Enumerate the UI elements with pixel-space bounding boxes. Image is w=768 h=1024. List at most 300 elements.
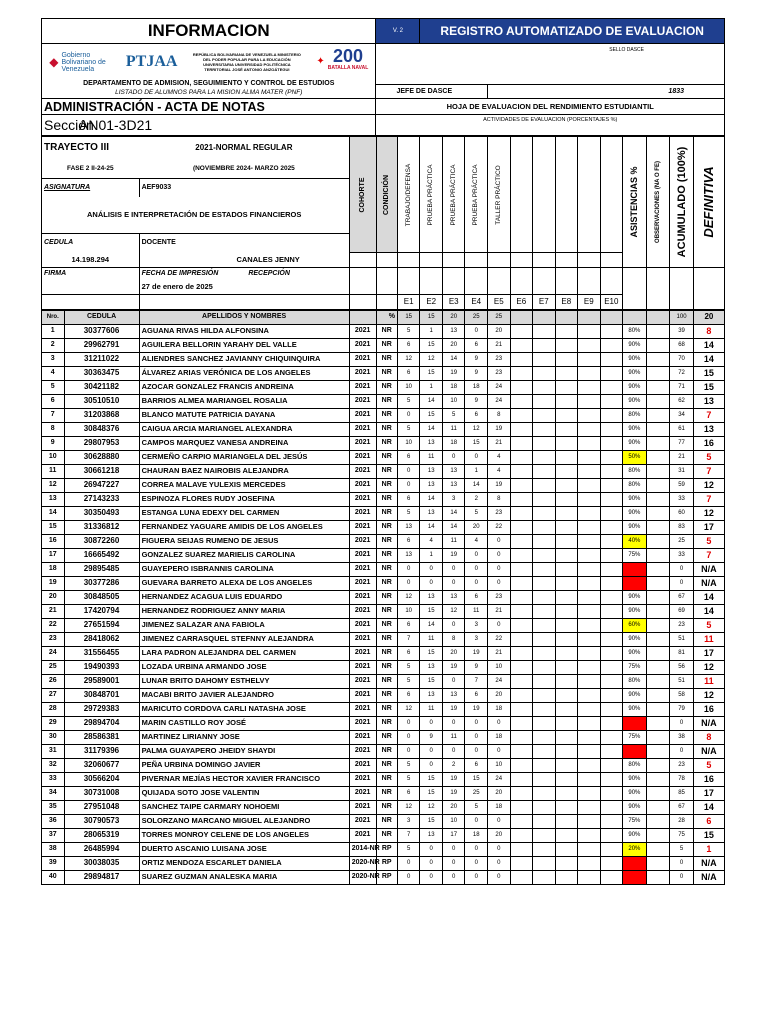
grade-e7 — [533, 856, 556, 870]
grade-e6 — [510, 828, 533, 842]
student-name: PIVERNAR MEJÍAS HECTOR XAVIER FRANCISCO — [139, 772, 349, 786]
grade-e1: 6 — [397, 492, 420, 506]
grade-e4: 19 — [465, 702, 488, 716]
student-definitiva: 17 — [693, 646, 724, 660]
student-acumulado: 79 — [670, 702, 694, 716]
student-condicion: NR — [376, 800, 397, 814]
student-definitiva: 12 — [693, 506, 724, 520]
student-cohorte: 2021 — [349, 548, 376, 562]
student-condicion: NR — [376, 324, 397, 338]
student-cohorte: 2020-NR — [349, 870, 376, 884]
student-observaciones — [646, 478, 670, 492]
student-asistencia — [623, 856, 647, 870]
student-acumulado: 69 — [670, 604, 694, 618]
grade-e4: 14 — [465, 478, 488, 492]
student-cedula: 30790573 — [64, 814, 139, 828]
grade-e1: 6 — [397, 618, 420, 632]
grade-e1: 0 — [397, 744, 420, 758]
grade-e3: 0 — [442, 562, 465, 576]
student-cohorte: 2021 — [349, 394, 376, 408]
grade-e4: 25 — [465, 786, 488, 800]
grade-e5: 19 — [488, 422, 511, 436]
grade-e8 — [555, 618, 578, 632]
student-observaciones — [646, 506, 670, 520]
student-condicion: NR — [376, 618, 397, 632]
grade-e4: 0 — [465, 576, 488, 590]
grade-e7 — [533, 786, 556, 800]
grade-e8 — [555, 506, 578, 520]
student-definitiva: 14 — [693, 590, 724, 604]
grade-e5: 22 — [488, 632, 511, 646]
student-definitiva: 14 — [693, 338, 724, 352]
student-name: AGUILERA BELLORIN YARAHY DEL VALLE — [139, 338, 349, 352]
grade-e6 — [510, 842, 533, 856]
grade-e7 — [533, 800, 556, 814]
grade-e10 — [600, 562, 623, 576]
student-asistencia: 50% — [623, 450, 647, 464]
student-asistencia: 90% — [623, 506, 647, 520]
grade-e3: 0 — [442, 716, 465, 730]
student-condicion: RP — [376, 870, 397, 884]
student-asistencia: 90% — [623, 380, 647, 394]
grade-e7 — [533, 646, 556, 660]
student-acumulado: 0 — [670, 562, 694, 576]
student-asistencia: 90% — [623, 828, 647, 842]
grade-e5: 8 — [488, 408, 511, 422]
student-acumulado: 21 — [670, 450, 694, 464]
student-name: LOZADA URBINA ARMANDO JOSE — [139, 660, 349, 674]
grade-e7 — [533, 394, 556, 408]
student-cohorte: 2021 — [349, 436, 376, 450]
student-observaciones — [646, 618, 670, 632]
grade-e2: 14 — [420, 520, 443, 534]
grade-e3: 20 — [442, 338, 465, 352]
weight-7 — [533, 310, 556, 324]
student-name: LUNAR BRITO DAHOMY ESTHELVY — [139, 674, 349, 688]
grade-e3: 19 — [442, 366, 465, 380]
grade-e2: 14 — [420, 618, 443, 632]
student-observaciones — [646, 492, 670, 506]
row-number: 2 — [42, 338, 65, 352]
grade-e8 — [555, 604, 578, 618]
grade-e6 — [510, 352, 533, 366]
table-row — [42, 506, 725, 520]
grade-e10 — [600, 352, 623, 366]
student-cedula: 29895485 — [64, 562, 139, 576]
table-row — [42, 478, 725, 492]
student-definitiva: 5 — [693, 534, 724, 548]
grade-e5: 19 — [488, 478, 511, 492]
student-definitiva: 12 — [693, 688, 724, 702]
grade-e4: 0 — [465, 870, 488, 884]
definitiva-header: DEFINITIVA — [693, 137, 724, 268]
student-condicion: NR — [376, 548, 397, 562]
student-definitiva: 13 — [693, 422, 724, 436]
row-number: 19 — [42, 576, 65, 590]
table-row — [42, 436, 725, 450]
table-row — [42, 856, 725, 870]
grade-e3: 12 — [442, 604, 465, 618]
student-cedula: 31556455 — [64, 646, 139, 660]
student-cohorte: 2021 — [349, 758, 376, 772]
student-asistencia: 90% — [623, 702, 647, 716]
grade-e1: 0 — [397, 562, 420, 576]
student-asistencia: 90% — [623, 436, 647, 450]
student-cedula: 28065319 — [64, 828, 139, 842]
grade-e8 — [555, 562, 578, 576]
grade-e3: 13 — [442, 688, 465, 702]
grade-e8 — [555, 422, 578, 436]
anniversary-logo: ✦ 200 BATALLA NAVAL — [316, 46, 369, 71]
column-header-row — [42, 310, 725, 324]
row-number: 1 — [42, 324, 65, 338]
grade-e8 — [555, 590, 578, 604]
grade-e4: 0 — [465, 730, 488, 744]
grade-e3: 10 — [442, 814, 465, 828]
table-row — [42, 450, 725, 464]
e-label-1: E1 — [397, 294, 420, 309]
row-number: 28 — [42, 702, 65, 716]
table-row — [42, 520, 725, 534]
grade-e9 — [578, 324, 601, 338]
grade-e9 — [578, 450, 601, 464]
grade-e8 — [555, 688, 578, 702]
grade-e6 — [510, 324, 533, 338]
table-row — [42, 716, 725, 730]
row-number: 14 — [42, 506, 65, 520]
student-observaciones — [646, 646, 670, 660]
admin-title: ADMINISTRACIÓN - ACTA DE NOTAS — [42, 99, 376, 115]
student-condicion: NR — [376, 702, 397, 716]
grade-e3: 13 — [442, 590, 465, 604]
student-observaciones — [646, 786, 670, 800]
student-condicion: RP — [376, 842, 397, 856]
e-label-9: E9 — [578, 294, 601, 309]
weight-3: 20 — [442, 310, 465, 324]
grade-e10 — [600, 688, 623, 702]
grade-e3: 13 — [442, 324, 465, 338]
grade-e7 — [533, 758, 556, 772]
grade-e4: 5 — [465, 506, 488, 520]
jefe-value: 1833 — [487, 85, 724, 99]
student-acumulado: 71 — [670, 380, 694, 394]
grade-e1: 6 — [397, 366, 420, 380]
student-asistencia: 75% — [623, 660, 647, 674]
table-row — [42, 758, 725, 772]
student-cohorte: 2014-NR — [349, 842, 376, 856]
grade-e8 — [555, 394, 578, 408]
student-observaciones — [646, 828, 670, 842]
row-number: 3 — [42, 352, 65, 366]
grade-e7 — [533, 660, 556, 674]
student-condicion: NR — [376, 338, 397, 352]
student-asistencia — [623, 870, 647, 884]
student-cedula: 27951048 — [64, 800, 139, 814]
student-definitiva: 16 — [693, 702, 724, 716]
acumulado-header: ACUMULADO (100%) — [670, 137, 694, 268]
grade-sheet — [41, 18, 725, 885]
student-name: JIMENEZ CARRASQUEL STEFNNY ALEJANDRA — [139, 632, 349, 646]
grade-e10 — [600, 674, 623, 688]
grade-e7 — [533, 562, 556, 576]
student-condicion: NR — [376, 758, 397, 772]
grade-e1: 12 — [397, 702, 420, 716]
student-cedula: 30377606 — [64, 324, 139, 338]
activity-5: TALLER PRÁCTICO — [488, 137, 511, 253]
grade-e2: 12 — [420, 352, 443, 366]
table-row — [42, 660, 725, 674]
grade-e3: 2 — [442, 758, 465, 772]
grade-e8 — [555, 744, 578, 758]
grade-e1: 6 — [397, 338, 420, 352]
grade-e9 — [578, 520, 601, 534]
grade-e5: 0 — [488, 856, 511, 870]
student-cohorte: 2021 — [349, 520, 376, 534]
grade-e5: 20 — [488, 688, 511, 702]
student-definitiva: 5 — [693, 758, 724, 772]
student-asistencia: 75% — [623, 548, 647, 562]
student-asistencia: 90% — [623, 646, 647, 660]
grade-e5: 23 — [488, 366, 511, 380]
grade-e10 — [600, 702, 623, 716]
grade-e7 — [533, 590, 556, 604]
grade-e8 — [555, 478, 578, 492]
grade-e10 — [600, 380, 623, 394]
student-cohorte: 2021 — [349, 590, 376, 604]
student-condicion: NR — [376, 422, 397, 436]
student-cohorte: 2021 — [349, 786, 376, 800]
student-cohorte: 2021 — [349, 324, 376, 338]
grade-e1: 0 — [397, 716, 420, 730]
grade-e10 — [600, 422, 623, 436]
grade-e5: 21 — [488, 646, 511, 660]
student-cedula: 30628880 — [64, 450, 139, 464]
grade-e1: 12 — [397, 590, 420, 604]
grade-e6 — [510, 646, 533, 660]
table-row — [42, 562, 725, 576]
student-asistencia: 40% — [623, 534, 647, 548]
grade-e2: 13 — [420, 660, 443, 674]
grade-e5: 4 — [488, 450, 511, 464]
student-name: ESTANGA LUNA EDEXY DEL CARMEN — [139, 506, 349, 520]
seccion-value: AN01-3D21 — [64, 115, 376, 136]
student-cedula: 30731008 — [64, 786, 139, 800]
grade-e5: 0 — [488, 842, 511, 856]
grade-e10 — [600, 436, 623, 450]
grade-e5: 0 — [488, 744, 511, 758]
grade-e1: 0 — [397, 464, 420, 478]
grade-e9 — [578, 702, 601, 716]
grade-e1: 5 — [397, 674, 420, 688]
grade-e6 — [510, 758, 533, 772]
student-name: CORREA MALAVE YULEXIS MERCEDES — [139, 478, 349, 492]
grade-e4: 0 — [465, 814, 488, 828]
grade-e1: 6 — [397, 786, 420, 800]
student-definitiva: N/A — [693, 856, 724, 870]
grade-e10 — [600, 366, 623, 380]
e-label-10: E10 — [600, 294, 623, 309]
grade-e5: 0 — [488, 562, 511, 576]
student-cedula: 19490393 — [64, 660, 139, 674]
row-number: 32 — [42, 758, 65, 772]
grade-e1: 10 — [397, 380, 420, 394]
student-asistencia: 80% — [623, 408, 647, 422]
grade-e6 — [510, 338, 533, 352]
grade-e2: 1 — [420, 548, 443, 562]
student-definitiva: 14 — [693, 800, 724, 814]
grade-e7 — [533, 870, 556, 884]
table-row — [42, 744, 725, 758]
student-observaciones — [646, 702, 670, 716]
grade-e1: 5 — [397, 660, 420, 674]
grade-e10 — [600, 464, 623, 478]
grade-e4: 0 — [465, 562, 488, 576]
table-row — [42, 352, 725, 366]
grade-e10 — [600, 590, 623, 604]
grade-e5: 18 — [488, 702, 511, 716]
grade-e10 — [600, 548, 623, 562]
grade-e9 — [578, 478, 601, 492]
grade-e10 — [600, 730, 623, 744]
version-label: V. 2 — [376, 19, 420, 44]
grade-e1: 0 — [397, 478, 420, 492]
cedula-value: 14.198.294 — [42, 253, 140, 268]
grade-e7 — [533, 506, 556, 520]
grade-e6 — [510, 702, 533, 716]
grade-e7 — [533, 478, 556, 492]
grade-e9 — [578, 436, 601, 450]
grade-e6 — [510, 744, 533, 758]
grade-e10 — [600, 744, 623, 758]
student-cedula: 30363475 — [64, 366, 139, 380]
grade-e7 — [533, 618, 556, 632]
grade-e4: 1 — [465, 464, 488, 478]
grade-e1: 12 — [397, 352, 420, 366]
student-asistencia: 90% — [623, 394, 647, 408]
grade-e3: 10 — [442, 394, 465, 408]
student-definitiva: 13 — [693, 394, 724, 408]
table-row — [42, 702, 725, 716]
condicion-header: CONDICIÓN — [376, 137, 397, 253]
grade-e4: 4 — [465, 534, 488, 548]
student-cedula: 30377286 — [64, 576, 139, 590]
student-definitiva: N/A — [693, 870, 724, 884]
student-asistencia: 80% — [623, 674, 647, 688]
student-observaciones — [646, 772, 670, 786]
grade-e9 — [578, 366, 601, 380]
student-asistencia: 90% — [623, 688, 647, 702]
grade-e2: 13 — [420, 688, 443, 702]
student-name: CAMPOS MARQUEZ VANESA ANDREINA — [139, 436, 349, 450]
student-name: FERNANDEZ YAGUARE AMIDIS DE LOS ANGELES — [139, 520, 349, 534]
row-number: 7 — [42, 408, 65, 422]
e-label-5: E5 — [488, 294, 511, 309]
student-condicion: NR — [376, 814, 397, 828]
grade-e5: 0 — [488, 814, 511, 828]
row-number: 13 — [42, 492, 65, 506]
grade-e1: 6 — [397, 646, 420, 660]
student-cohorte: 2021 — [349, 338, 376, 352]
table-row — [42, 870, 725, 884]
weight-6 — [510, 310, 533, 324]
table-row — [42, 576, 725, 590]
student-acumulado: 51 — [670, 674, 694, 688]
grade-e2: 13 — [420, 436, 443, 450]
grade-e1: 0 — [397, 576, 420, 590]
grade-e9 — [578, 744, 601, 758]
student-condicion: NR — [376, 464, 397, 478]
firma-label: FIRMA — [42, 267, 140, 281]
student-observaciones — [646, 744, 670, 758]
grade-e9 — [578, 688, 601, 702]
student-condicion: NR — [376, 730, 397, 744]
student-condicion: RP — [376, 856, 397, 870]
grade-e6 — [510, 562, 533, 576]
student-asistencia: 80% — [623, 758, 647, 772]
student-observaciones — [646, 534, 670, 548]
student-acumulado: 75 — [670, 828, 694, 842]
student-observaciones — [646, 380, 670, 394]
student-cedula: 31336812 — [64, 520, 139, 534]
grade-e4: 20 — [465, 520, 488, 534]
student-observaciones — [646, 366, 670, 380]
grade-e10 — [600, 646, 623, 660]
grade-e6 — [510, 506, 533, 520]
grade-e2: 13 — [420, 478, 443, 492]
grade-e8 — [555, 716, 578, 730]
student-definitiva: 14 — [693, 352, 724, 366]
row-number: 31 — [42, 744, 65, 758]
student-observaciones — [646, 758, 670, 772]
student-cedula: 30848505 — [64, 590, 139, 604]
flag-icon: ◆ — [49, 55, 59, 69]
grade-e10 — [600, 478, 623, 492]
row-number: 10 — [42, 450, 65, 464]
student-definitiva: 17 — [693, 520, 724, 534]
cohorte-header: COHORTE — [349, 137, 376, 253]
student-asistencia: 90% — [623, 422, 647, 436]
student-condicion: NR — [376, 744, 397, 758]
student-cohorte: 2021 — [349, 422, 376, 436]
grade-e3: 19 — [442, 702, 465, 716]
row-number: 18 — [42, 562, 65, 576]
student-condicion: NR — [376, 562, 397, 576]
grade-e2: 11 — [420, 450, 443, 464]
student-asistencia — [623, 576, 647, 590]
grade-e10 — [600, 338, 623, 352]
student-cedula: 29807953 — [64, 436, 139, 450]
student-cedula: 28418062 — [64, 632, 139, 646]
registry-title: REGISTRO AUTOMATIZADO DE EVALUACION — [420, 19, 725, 44]
table-row — [42, 604, 725, 618]
grade-e1: 5 — [397, 772, 420, 786]
student-definitiva: 15 — [693, 366, 724, 380]
student-cedula: 30872260 — [64, 534, 139, 548]
row-number: 30 — [42, 730, 65, 744]
grade-e1: 5 — [397, 422, 420, 436]
grade-e3: 0 — [442, 842, 465, 856]
grade-e2: 15 — [420, 604, 443, 618]
grade-e5: 21 — [488, 604, 511, 618]
grade-e3: 19 — [442, 772, 465, 786]
row-number: 12 — [42, 478, 65, 492]
student-definitiva: 16 — [693, 436, 724, 450]
grade-e9 — [578, 772, 601, 786]
fase: FASE 2 II-24-25 — [42, 159, 140, 178]
grade-e7 — [533, 408, 556, 422]
grade-e5: 0 — [488, 870, 511, 884]
grade-e3: 18 — [442, 380, 465, 394]
